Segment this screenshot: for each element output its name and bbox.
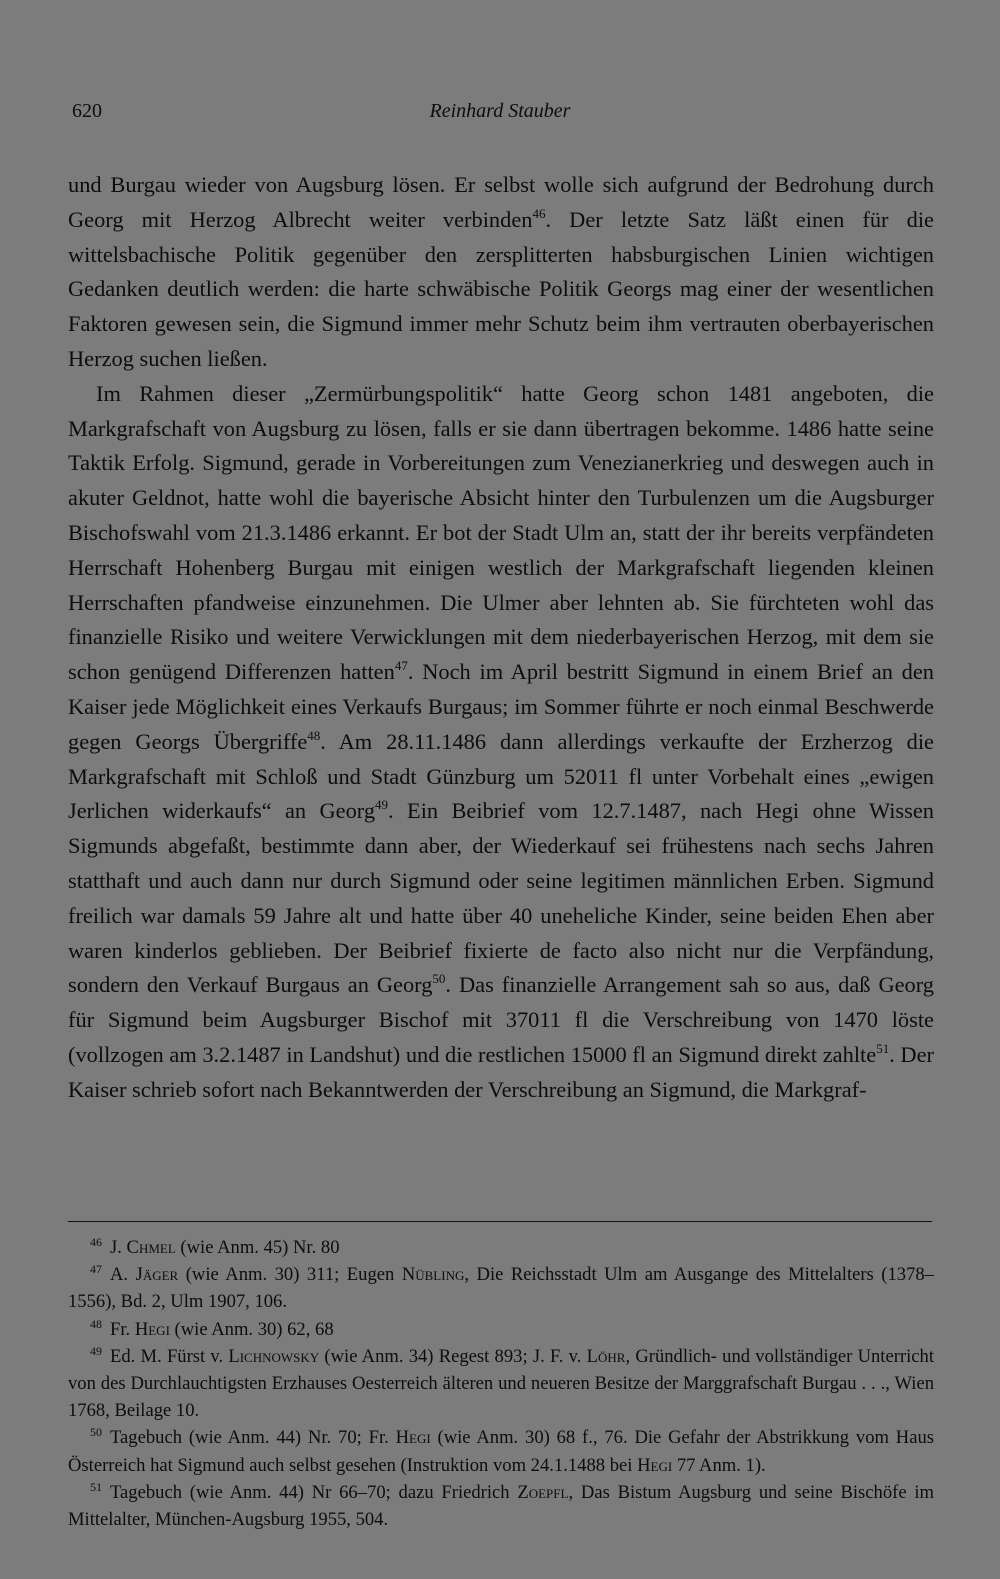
- text-run: (wie Anm. 30) 311; Eugen: [178, 1264, 402, 1286]
- text-run: . Das finanzielle Arrangement sah so aus, daß Georg für Sigmund beim Augsburger Bischof mit 37011 fl die Verschreibung von 1470 löste (vollzogen am 3.2.1487 in Landshut) und die restlichen 15000 fl an Sigmund direkt zahlte: [68, 972, 934, 1067]
- text-run: 77 Anm. 1).: [672, 1454, 766, 1476]
- text-run: Tagebuch (wie Anm. 44) Nr. 70; Fr.: [110, 1427, 396, 1449]
- footnote-51: [68, 1479, 934, 1533]
- text-run: . Der Kaiser schrieb sofort nach Bekanntwerden der Verschreibung an Sigmund, die Markgraf-: [68, 1041, 934, 1102]
- author-name: Hegi: [395, 1427, 431, 1449]
- footnote-49: [68, 1343, 934, 1425]
- footnote-number: 46: [90, 1235, 102, 1249]
- page-number: 620: [72, 100, 102, 122]
- text-run: J.: [110, 1237, 127, 1258]
- text-run: . Noch im April bestritt Sigmund in einem Brief an den Kaiser jede Möglichkeit eines Verkaufs Burgaus; im Sommer führte er noch einmal Beschwerde gegen Georgs Übergriffe: [68, 659, 934, 754]
- author-name: Hegi: [134, 1318, 170, 1340]
- footnote-50: [68, 1424, 934, 1478]
- text-run: , Das Bistum Augsburg und seine Bischöfe im Mittelalter, München-Augsburg 1955, 504.: [68, 1481, 934, 1531]
- text-run: Tagebuch (wie Anm. 44) Nr 66–70; dazu Friedrich: [110, 1481, 518, 1503]
- footnote-47: [68, 1261, 934, 1315]
- footnote-ref-46: 46: [532, 205, 546, 221]
- text-run: (wie Anm. 30) 62, 68: [169, 1318, 334, 1340]
- main-text: [68, 168, 934, 1108]
- author-name: Lichnowsky: [228, 1345, 320, 1367]
- text-run: (wie Anm. 30) 68 f., 76. Die Gefahr der Abstrikkung vom Haus Österreich hat Sigmund auch selbst gesehen (Instruktion vom 24.1.1488 bei: [68, 1427, 934, 1476]
- footnote-number: 50: [90, 1425, 102, 1440]
- footnote-ref-49: 49: [375, 797, 389, 813]
- author-name: Hegi: [637, 1454, 673, 1476]
- footnote-ref-48: 48: [307, 727, 321, 743]
- footnote-number: 51: [90, 1479, 102, 1494]
- text-run: Ed. M. Fürst v.: [110, 1345, 229, 1367]
- paragraph-2: [68, 377, 934, 1108]
- footnote-46: [68, 1234, 934, 1261]
- author-name: Löhr: [586, 1345, 626, 1367]
- footnotes: [68, 1234, 934, 1533]
- running-head-author: Reinhard Stauber: [429, 100, 571, 122]
- author-name: Zoepfl: [517, 1481, 569, 1503]
- text-run: . Der letzte Satz läßt einen für die wittelsbachische Politik gegenüber den zersplitterten habsburgischen Linien wichtigen Gedanken deutlich werden: die harte schwäbische Politik Georgs mag einer der wesentlichen Faktoren gewesen sein, die Sigmund immer mehr Schutz beim ihm vertrauten oberbayerischen Herzog suchen ließen.: [68, 206, 934, 371]
- footnote-48: [68, 1316, 934, 1343]
- footnote-ref-51: 51: [876, 1040, 890, 1056]
- text-run: und Burgau wieder von Augsburg lösen. Er selbst wolle sich aufgrund der Bedrohung durch Georg mit Herzog Albrecht weiter verbinden: [68, 172, 934, 232]
- text-run: . Ein Beibrief vom 12.7.1487, nach Hegi ohne Wissen Sigmunds abgefaßt, bestimmte dann aber, der Wiederkauf sei frühestens nach sechs Jahren statthaft und auch dann nur durch Sigmund oder seine legitimen männlichen Erben. Sigmund freilich war damals 59 Jahre alt und hatte über 40 uneheliche Kinder, seine beiden Ehen aber waren kinderlos geblieben. Der Beibrief fixierte de facto also nicht nur die Verpfändung, sondern den Verkauf Burgaus an Georg: [68, 798, 934, 998]
- text-run: A.: [110, 1264, 136, 1286]
- text-run: Fr.: [110, 1318, 135, 1340]
- footnote-divider: [68, 1221, 932, 1222]
- footnote-number: 47: [90, 1262, 102, 1277]
- text-run: , Gründlich- und vollständiger Unterricht von des Durchlauchtigsten Erzhauses Oesterreich älteren und neueren Besitze der Marggrafschaft Burgau . . ., Wien 1768, Beilage 10.: [68, 1345, 934, 1422]
- author-name: Nübling: [401, 1264, 465, 1286]
- paragraph-1: [68, 168, 934, 377]
- text-run: . Am 28.11.1486 dann allerdings verkaufte der Erzherzog die Markgrafschaft mit Schloß und Stadt Günzburg um 52011 fl unter Vorbehalt eines „ewigen Jerlichen widerkaufs“ an Georg: [68, 728, 934, 824]
- author-name: Chmel: [126, 1237, 176, 1258]
- running-header: [72, 100, 928, 130]
- footnote-number: 48: [90, 1316, 102, 1331]
- author-name: Jäger: [135, 1264, 179, 1286]
- footnote-ref-47: 47: [394, 658, 408, 674]
- text-run: (wie Anm. 45) Nr. 80: [175, 1237, 340, 1258]
- footnote-number: 49: [90, 1343, 102, 1358]
- text-run: , Die Reichsstadt Ulm am Ausgange des Mittelalters (1378–1556), Bd. 2, Ulm 1907, 106.: [68, 1264, 934, 1313]
- footnote-ref-50: 50: [432, 971, 446, 987]
- text-run: (wie Anm. 34) Regest 893; J. F. v.: [319, 1345, 587, 1367]
- text-run: Im Rahmen dieser „Zermürbungspolitik“ hatte Georg schon 1481 angeboten, die Markgrafschaft von Augsburg zu lösen, falls er sie dann übertragen bekomme. 1486 hatte seine Taktik Erfolg. Sigmund, gerade in Vorbereitungen zum Venezianerkrieg und deswegen auch in akuter Geldnot, hatte wohl die bayerische Absicht hinter den Turbulenzen um die Augsburger Bischofswahl vom 21.3.1486 erkannt. Er bot der Stadt Ulm an, statt der ihr bereits verpfändeten Herrschaft Hohenberg Burgau mit einigen westlich der Markgrafschaft liegenden kleinen Herrschaften pfandweise einzunehmen. Die Ulmer aber lehnten ab. Sie fürchteten wohl das finanzielle Risiko und weitere Verwicklungen mit dem niederbayerischen Herzog, mit dem sie schon genügend Differenzen hatten: [68, 380, 934, 685]
